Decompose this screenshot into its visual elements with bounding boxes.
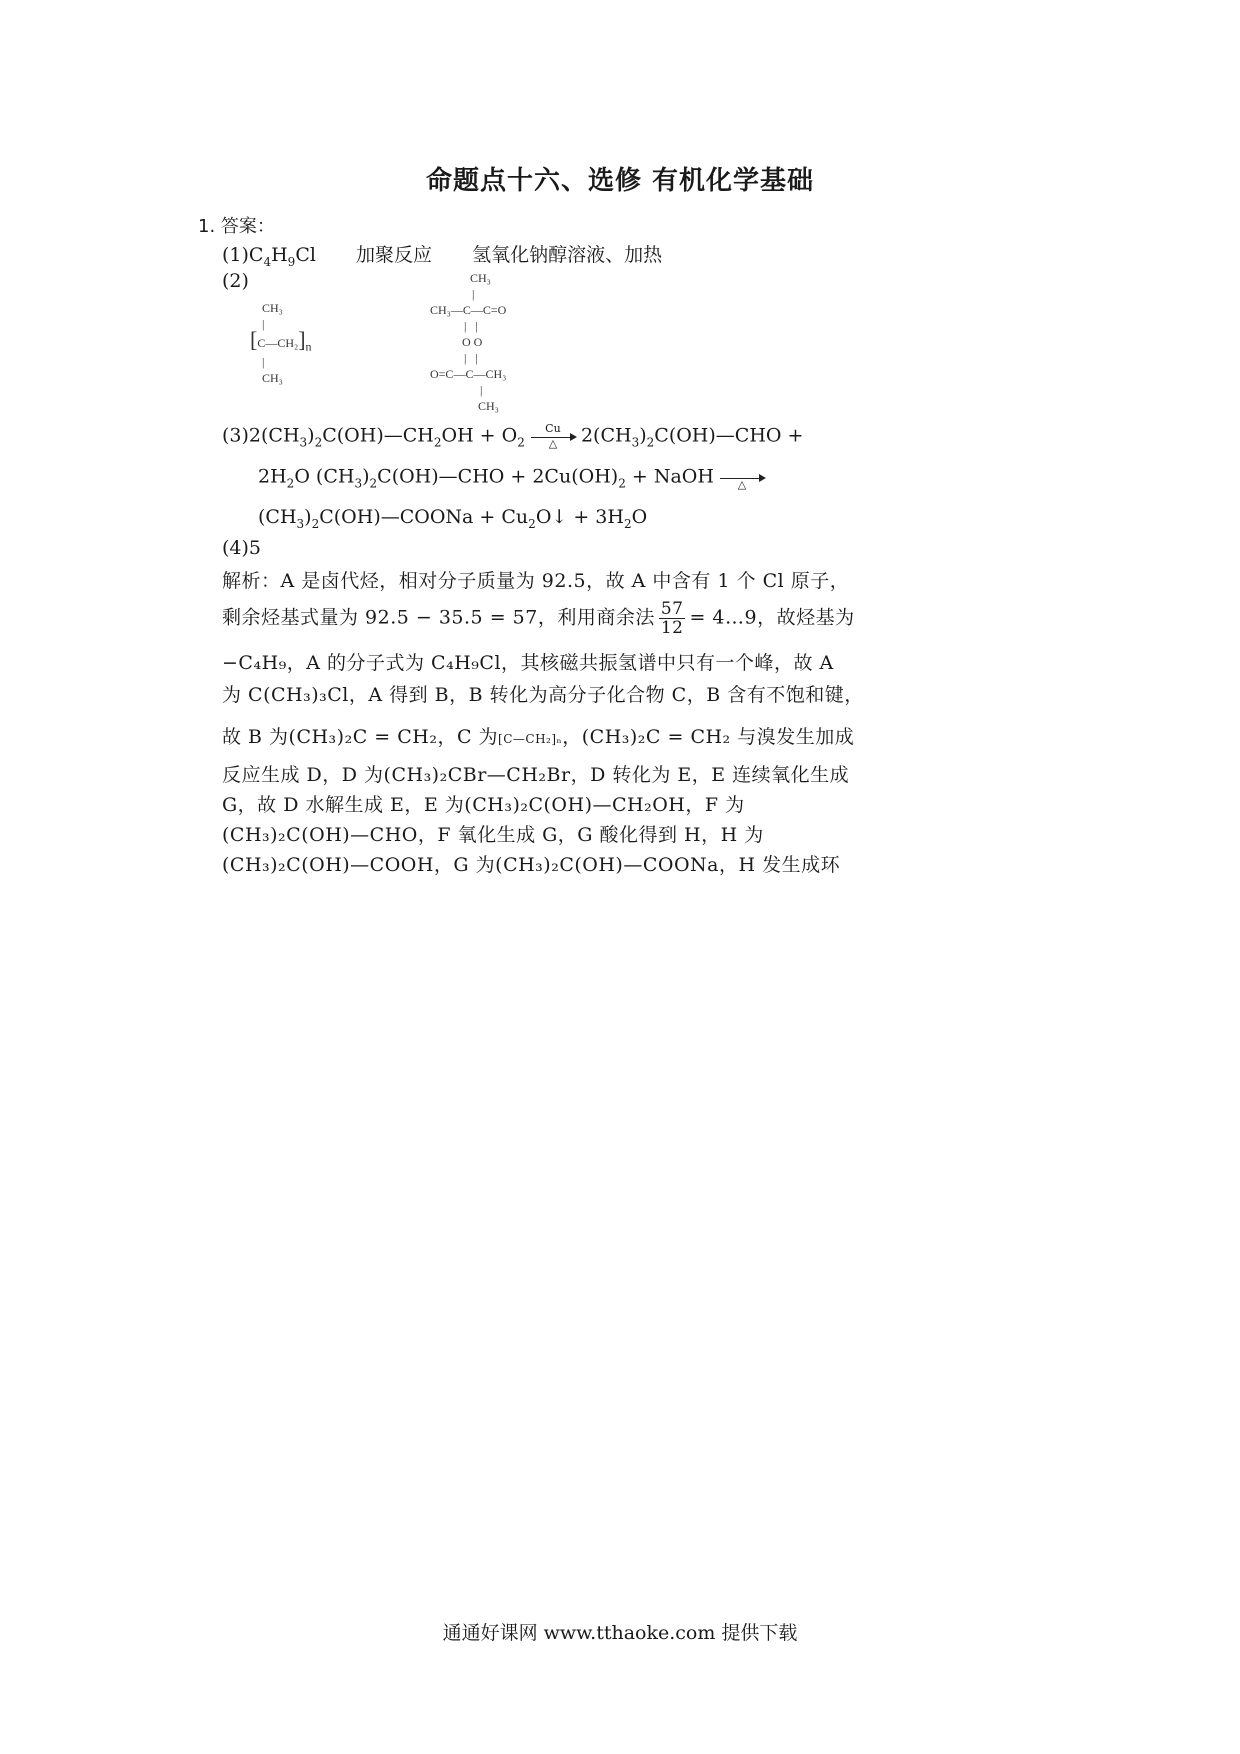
sub: 9 xyxy=(287,254,296,269)
sub: 3 xyxy=(299,435,308,450)
reaction-arrow xyxy=(531,423,575,450)
sub: 2 xyxy=(517,435,525,450)
sub: 3 xyxy=(631,435,640,450)
equation-text: (3)2(CH xyxy=(222,424,300,447)
struct-a-bottom: CH₃ xyxy=(262,371,283,386)
analysis-line-5 xyxy=(222,722,854,749)
sub: 2 xyxy=(369,476,378,491)
sub: 2 xyxy=(646,435,655,450)
equation-line-1 xyxy=(222,423,803,450)
catalyst: Cu xyxy=(545,422,561,435)
subscript-n: n xyxy=(305,339,312,354)
equation-text: 2H xyxy=(258,465,287,488)
analysis-text: ，(CH₃)₂C = CH₂ 与溴发生加成 xyxy=(562,726,855,748)
struct-b-r4: O=C—C—CH₃ xyxy=(430,367,507,381)
struct-b-r3: O O xyxy=(462,335,483,349)
sub: 3 xyxy=(296,516,305,531)
answer-part-2-label: (2) xyxy=(222,270,249,292)
equation-line-3 xyxy=(258,506,647,531)
analysis-line-9: (CH₃)₂C(OH)—COOH，G 为(CH₃)₂C(OH)—COONa，H 发生成环 xyxy=(222,854,841,876)
analysis-line-1: 解析：A 是卤代烃，相对分子质量为 92.5，故 A 中含有 1 个 Cl 原子， xyxy=(222,570,850,592)
equation-text: C(OH)—CHO + 2Cu(OH) xyxy=(377,465,619,488)
equation-text: 2(CH xyxy=(580,424,632,447)
analysis-line-6: 反应生成 D，D 为(CH₃)₂CBr—CH₂Br，D 转化为 E，E 连续氧化生成 xyxy=(222,764,850,786)
reaction-condition: 氢氧化钠醇溶液、加热 xyxy=(472,244,663,266)
equation-text: ) xyxy=(639,424,647,447)
analysis-line-3: −C₄H₉，A 的分子式为 C₄H₉Cl，其核磁共振氢谱中只有一个峰，故 A xyxy=(222,652,834,674)
heat-symbol: △ xyxy=(737,478,747,491)
page-title: 命题点十六、选修 有机化学基础 xyxy=(425,166,815,196)
answer-part-4: (4)5 xyxy=(222,537,262,559)
sub: 2 xyxy=(618,476,626,491)
fraction xyxy=(659,600,686,637)
equation-text: OH + O xyxy=(441,424,518,447)
question-heading: 1. 答案： xyxy=(198,216,275,237)
analysis-text: = 4…9，故烃基为 xyxy=(689,606,855,629)
denominator: 12 xyxy=(660,618,684,638)
formula-cl: Cl xyxy=(295,244,316,266)
reaction-arrow xyxy=(720,464,764,491)
analysis-text: 故 B 为(CH₃)₂C = CH₂，C 为 xyxy=(222,726,499,748)
polymer-structure: CH₃ | $[C—CH_2]_n$ | CH₃ xyxy=(250,301,312,386)
equation-text: (CH xyxy=(258,506,297,528)
sub: 4 xyxy=(263,254,272,269)
sub: 2 xyxy=(286,476,295,491)
formula-h: H xyxy=(271,244,288,266)
equation-text: + NaOH xyxy=(625,465,714,488)
heat-symbol: △ xyxy=(548,437,558,450)
equation-text: O↓ + 3H xyxy=(535,506,624,528)
numerator: 57 xyxy=(660,599,684,619)
sub: 2 xyxy=(433,435,442,450)
equation-text: O xyxy=(631,506,648,528)
analysis-text: 剩余烃基式量为 92.5 − 35.5 = 57，利用商余法 xyxy=(222,606,655,629)
answer-part-1 xyxy=(222,240,662,269)
struct-a-top: CH₃ xyxy=(262,301,283,315)
bracket-right: ] xyxy=(298,327,306,352)
struct-b-r2: CH₃—C—C=O xyxy=(430,303,507,317)
sub: 2 xyxy=(311,516,320,531)
equation-text: ) xyxy=(304,506,312,528)
struct-b-r5: CH₃ xyxy=(478,399,499,413)
equation-text: O (CH xyxy=(294,465,355,488)
equation-text: C(OH)—CH xyxy=(322,424,434,447)
equation-line-2 xyxy=(258,464,764,491)
equation-text: ) xyxy=(362,465,370,488)
struct-a-mid: C—CH₂ xyxy=(257,336,299,350)
inline-polymer: [C—CH₂]ₙ xyxy=(498,732,563,746)
sub: 2 xyxy=(623,516,632,531)
sub: 2 xyxy=(528,516,536,531)
reaction-type: 加聚反应 xyxy=(356,244,433,266)
footer-credit: 通通好课网 www.tthaoke.com 提供下载 xyxy=(442,1622,798,1644)
equation-text: C(OH)—CHO + xyxy=(654,424,804,447)
analysis-line-4: 为 C(CH₃)₃Cl，A 得到 B，B 转化为高分子化合物 C，B 含有不饱和键， xyxy=(222,684,864,706)
analysis-line-8: (CH₃)₂C(OH)—CHO，F 氧化生成 G，G 酸化得到 H，H 为 xyxy=(222,824,764,846)
analysis-line-2 xyxy=(222,600,855,637)
sub: 2 xyxy=(314,435,323,450)
equation-text: ) xyxy=(307,424,315,447)
formula-c: (1)C xyxy=(222,244,264,266)
equation-text: C(OH)—COONa + Cu xyxy=(319,506,529,528)
sub: 3 xyxy=(354,476,363,491)
struct-b-r1: CH₃ xyxy=(470,271,491,285)
cyclic-ester-structure: CH₃ | CH₃—C—C=O | | O O | | O=C—C—CH₃ | CH₃ xyxy=(430,271,507,413)
analysis-line-7: G，故 D 水解生成 E，E 为(CH₃)₂C(OH)—CH₂OH，F 为 xyxy=(222,794,745,816)
bracket-left: [ xyxy=(250,327,258,352)
